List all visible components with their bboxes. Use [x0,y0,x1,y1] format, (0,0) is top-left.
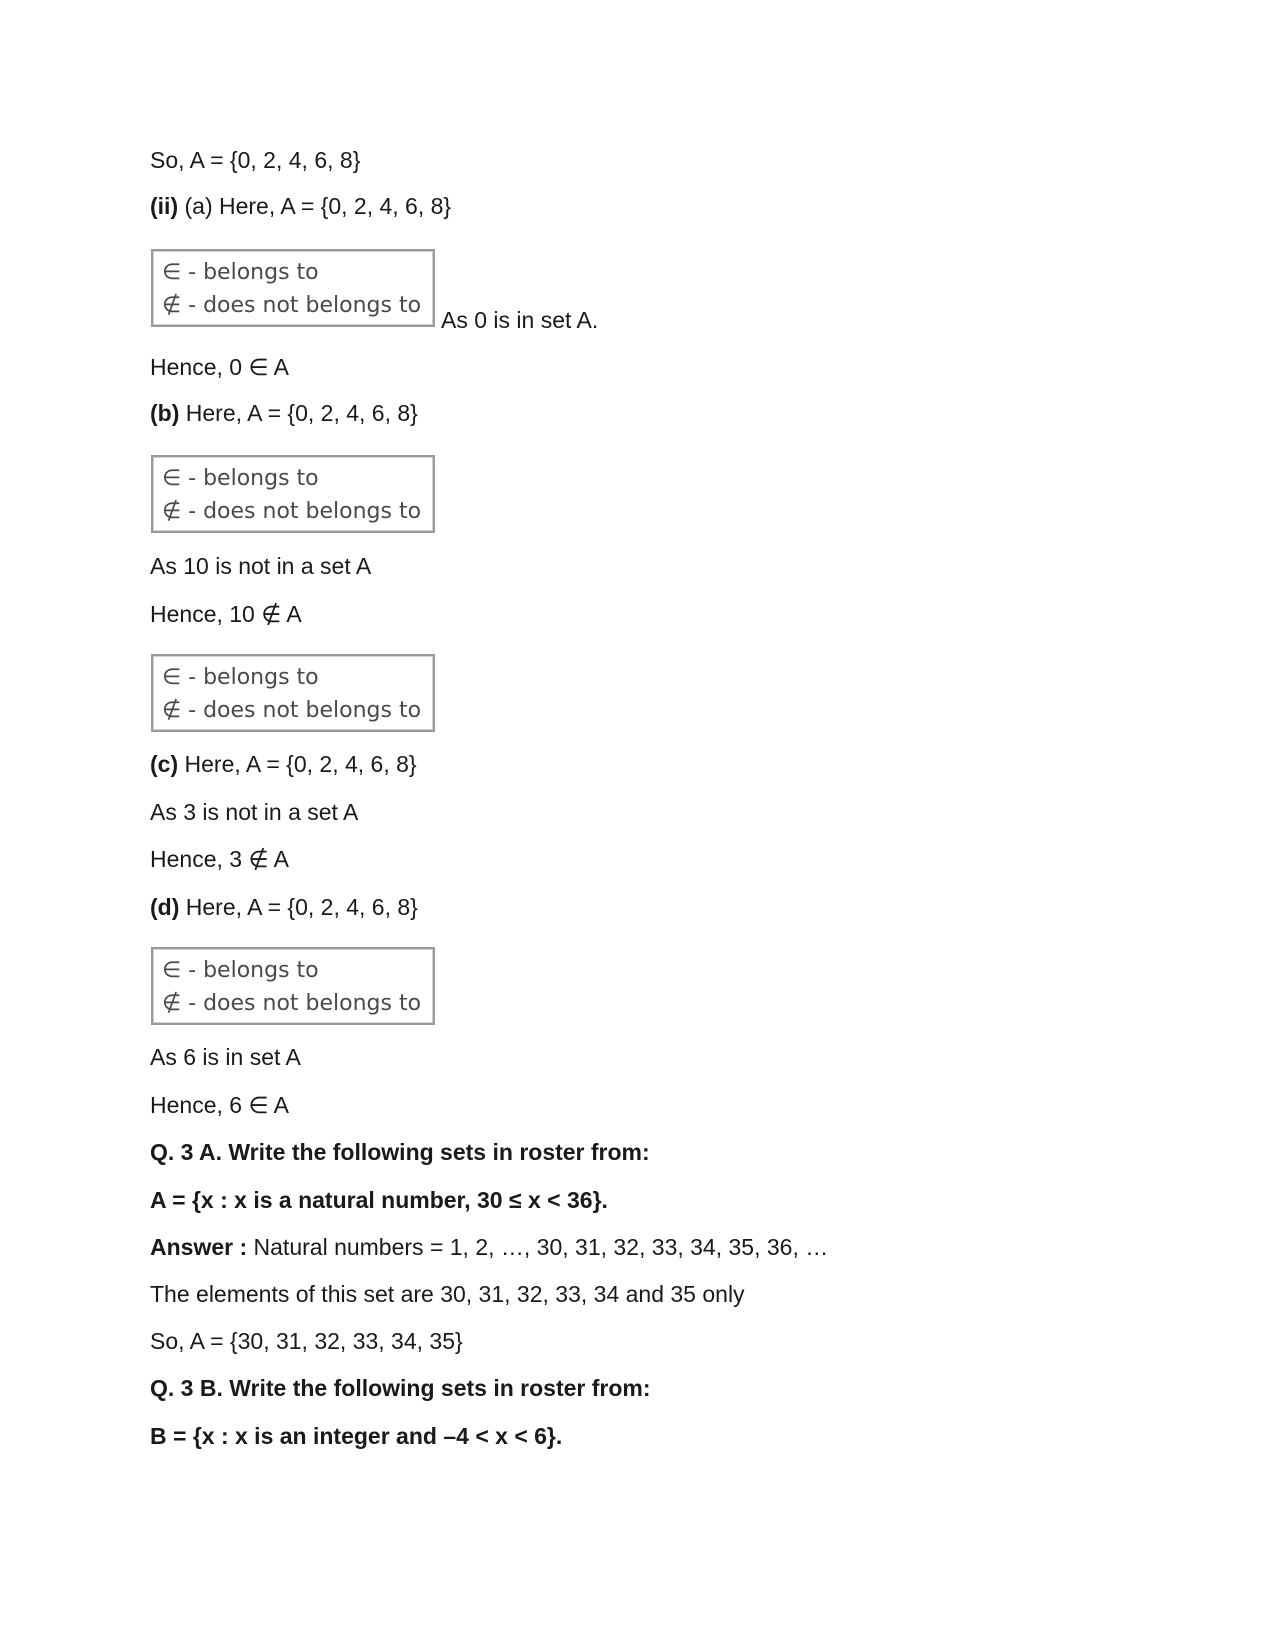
part-text: (a) Here, A = {0, 2, 4, 6, 8} [178,193,452,219]
text-line: Hence, 3 ∉ A [150,846,289,872]
text-line: Hence, 10 ∉ A [150,601,302,627]
legend-belongs: ∈ - belongs to [162,466,319,491]
question-set: B = {x : x is an integer and –4 < x < 6}. [150,1423,563,1449]
legend-not-belongs: ∉ - does not belongs to [162,499,422,524]
part-text: Here, A = {0, 2, 4, 6, 8} [179,894,418,920]
symbol-legend-box [151,654,435,732]
legend-belongs: ∈ - belongs to [162,665,319,690]
legend-not-belongs: ∉ - does not belongs to [162,991,422,1016]
text-line: As 3 is not in a set A [150,799,359,825]
text-line [150,191,451,221]
answer-line [150,1232,828,1262]
text-line: Hence, 0 ∈ A [150,354,289,380]
part-text: Here, A = {0, 2, 4, 6, 8} [179,400,418,426]
part-label: (c) [150,751,179,777]
symbol-legend-box [151,249,435,327]
question-title: Q. 3 A. Write the following sets in roster from: [150,1139,650,1165]
text-line: As 10 is not in a set A [150,553,372,579]
legend-belongs: ∈ - belongs to [162,260,319,285]
legend-not-belongs: ∉ - does not belongs to [162,698,422,723]
text-line [150,892,418,922]
part-label: (ii) [150,193,179,219]
text-line: So, A = {30, 31, 32, 33, 34, 35} [150,1328,463,1354]
text-line: As 0 is in set A. [441,307,599,333]
symbol-legend-box [151,455,435,533]
question-title: Q. 3 B. Write the following sets in roster from: [150,1375,651,1401]
question-set: A = {x : x is a natural number, 30 ≤ x < 36}. [150,1187,608,1213]
text-line: So, A = {0, 2, 4, 6, 8} [150,147,361,173]
text-line: Hence, 6 ∈ A [150,1092,289,1118]
text-line [150,398,418,428]
text-line [150,749,417,779]
part-label: (b) [150,400,180,426]
part-label: (d) [150,894,180,920]
answer-text: Natural numbers = 1, 2, …, 30, 31, 32, 33, 34, 35, 36, … [247,1234,829,1260]
legend-belongs: ∈ - belongs to [162,958,319,983]
text-line: As 6 is in set A [150,1044,301,1070]
text-line: The elements of this set are 30, 31, 32, 33, 34 and 35 only [150,1281,745,1307]
part-text: Here, A = {0, 2, 4, 6, 8} [178,751,417,777]
answer-label: Answer : [150,1234,248,1260]
symbol-legend-box [151,947,435,1025]
legend-not-belongs: ∉ - does not belongs to [162,293,422,318]
